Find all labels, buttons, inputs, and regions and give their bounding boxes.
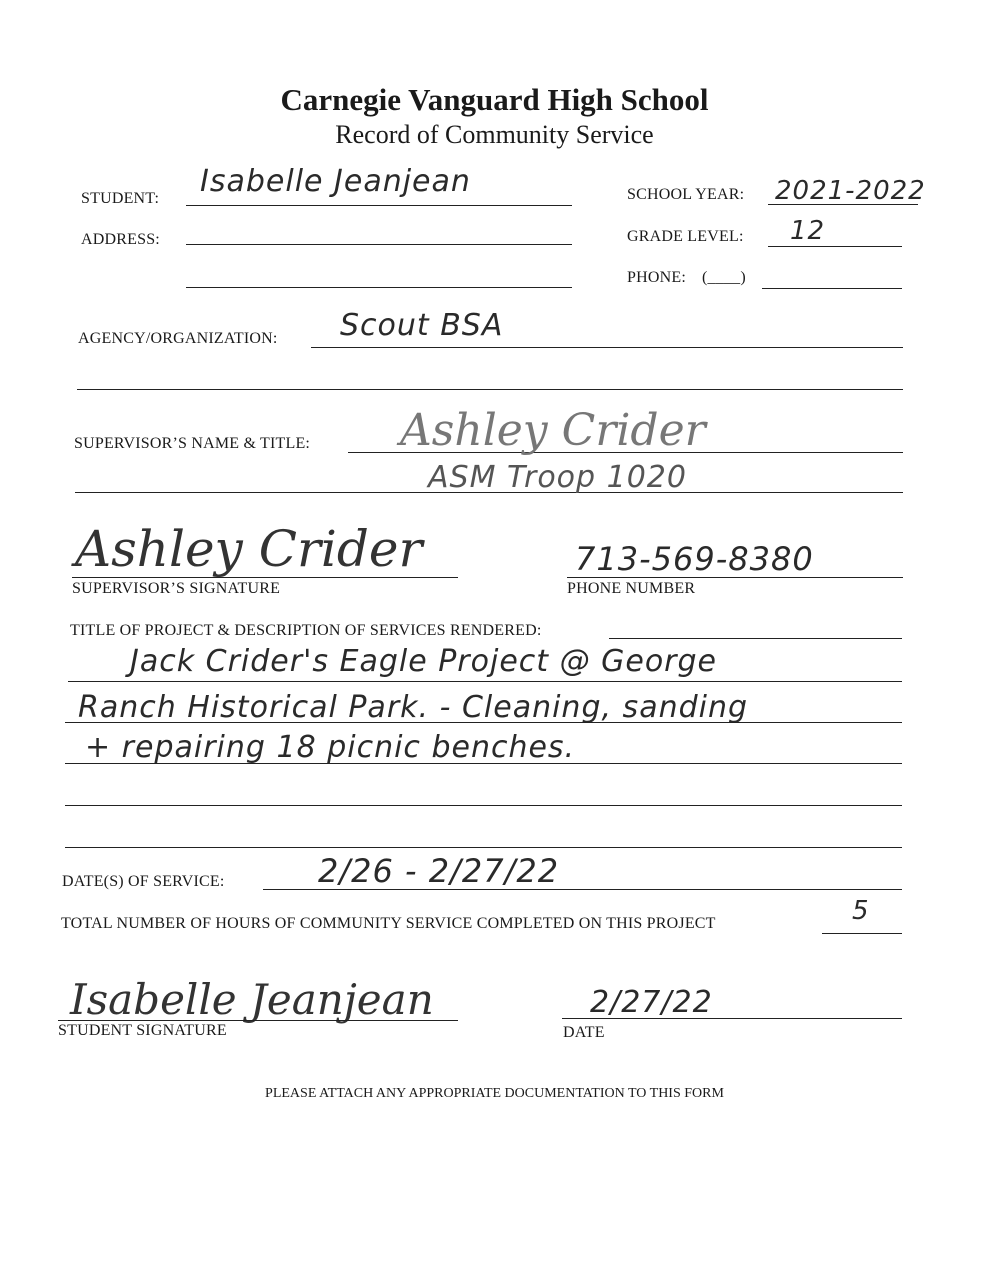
supervisor-signature-value[interactable]: Ashley Crider [75, 520, 423, 578]
project-line-1 [68, 681, 902, 682]
date-label: DATE [563, 1024, 605, 1041]
project-line-3-value[interactable]: + repairing 18 picnic benches. [85, 730, 576, 765]
phone-number-line [567, 577, 903, 578]
student-name-value[interactable]: Isabelle Jeanjean [200, 164, 471, 199]
project-line-5 [65, 847, 902, 848]
agency-line-2 [77, 389, 903, 390]
date-value[interactable]: 2/27/22 [590, 985, 713, 1020]
grade-level-line [768, 246, 902, 247]
footer-note: PLEASE ATTACH ANY APPROPRIATE DOCUMENTATION TO THIS FORM [265, 1086, 724, 1101]
phone-number-label: PHONE NUMBER [567, 580, 696, 597]
dates-label: DATE(S) OF SERVICE: [62, 873, 225, 890]
agency-label: AGENCY/ORGANIZATION: [78, 330, 278, 347]
address-line-1 [186, 244, 572, 245]
school-year-value[interactable]: 2021-2022 [775, 176, 926, 206]
project-line-3 [65, 763, 902, 764]
supervisor-name-label: SUPERVISOR’S NAME & TITLE: [74, 435, 311, 452]
project-title-line [609, 638, 902, 639]
phone-line [762, 288, 902, 289]
phone-area-code: (____) [702, 269, 746, 286]
supervisor-name-value[interactable]: Ashley Crider [400, 405, 706, 456]
grade-level-label: GRADE LEVEL: [627, 228, 744, 245]
total-hours-label: TOTAL NUMBER OF HOURS OF COMMUNITY SERVICE COMPLETED ON THIS PROJECT [61, 915, 716, 932]
total-hours-line [822, 933, 902, 934]
school-year-label: SCHOOL YEAR: [627, 186, 745, 203]
supervisor-title-value[interactable]: ASM Troop 1020 [428, 460, 687, 495]
address-line-2 [186, 287, 572, 288]
date-line [562, 1018, 902, 1019]
student-signature-line [58, 1020, 458, 1021]
student-signature-label: STUDENT SIGNATURE [58, 1022, 227, 1039]
phone-label: PHONE: [627, 269, 686, 286]
project-title-label: TITLE OF PROJECT & DESCRIPTION OF SERVICES RENDERED: [70, 622, 542, 639]
student-line [186, 205, 572, 206]
project-line-2-value[interactable]: Ranch Historical Park. - Cleaning, sanding [78, 690, 749, 725]
student-signature-value[interactable]: Isabelle Jeanjean [70, 975, 434, 1024]
agency-value[interactable]: Scout BSA [340, 308, 504, 343]
school-name: Carnegie Vanguard High School [280, 82, 709, 117]
dates-value[interactable]: 2/26 - 2/27/22 [318, 852, 560, 890]
supervisor-signature-line [72, 577, 458, 578]
supervisor-signature-label: SUPERVISOR’S SIGNATURE [72, 580, 281, 597]
student-label: STUDENT: [81, 190, 160, 207]
total-hours-value[interactable]: 5 [852, 896, 870, 926]
address-label: ADDRESS: [81, 231, 160, 248]
form-title: Record of Community Service [335, 120, 654, 149]
phone-number-value[interactable]: 713-569-8380 [575, 540, 814, 578]
project-line-2 [65, 722, 902, 723]
agency-line [311, 347, 903, 348]
project-line-4 [65, 805, 902, 806]
project-line-1-value[interactable]: Jack Crider's Eagle Project @ George [130, 644, 718, 679]
grade-level-value[interactable]: 12 [790, 216, 826, 246]
